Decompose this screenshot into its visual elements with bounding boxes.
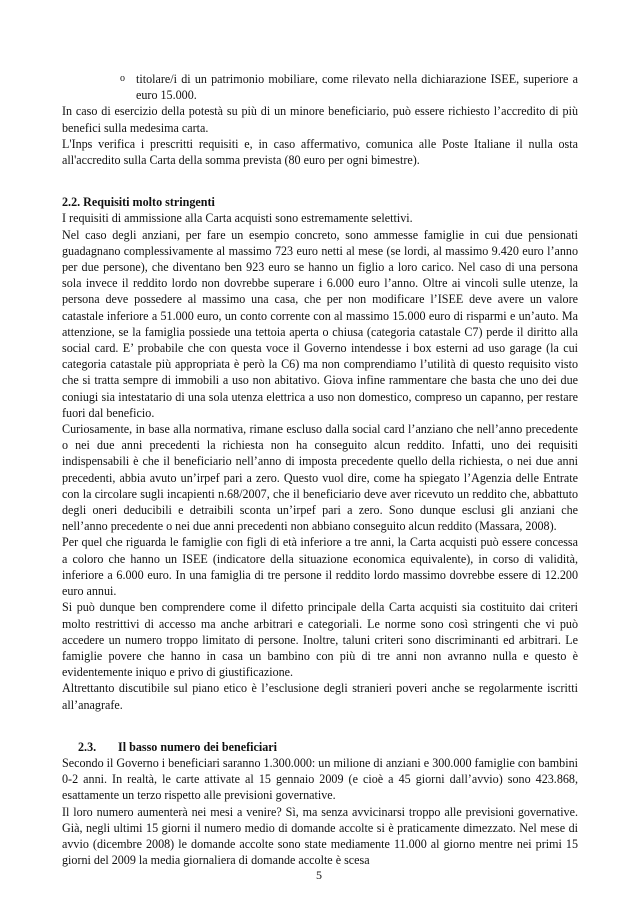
document-page [62,71,578,868]
section-heading: 2.2. Requisiti molto stringenti [62,195,215,210]
paragraph: L'Inps verifica i prescritti requisiti e, in caso affermativo, comunica alle Poste Italiane il nulla osta all'accredito sulla Carta della somma prevista (80 euro per ogni bimestre). [62,136,578,168]
page-number: 5 [316,868,322,882]
paragraph: Nel caso degli anziani, per fare un esempio concreto, sono ammesse famiglie in cui due pensionati guadagnano complessivamente al massimo 723 euro netti al mese (se lordi, al massimo 9.420 euro l’anno per due persone), che diventano ben 923 euro se hanno un figlio a loro carico. Nel caso di una persona sola invece il reddito lordo non dovrebbe superare i 6.000 euro l’anno. Oltre ai vincoli sulle utenze, la persona deve possedere al massimo una casa, che per non modificare l’ISEE deve avere un valore catastale inferiore a 51.000 euro, un conto corrente con al massimo 15.000 euro di risparmi e un’auto. Ma attenzione, se la famiglia possiede una tettoia aperta o chiusa (categoria catastale C7) perde il diritto alla social card. E’ probabile che con questa voce il Governo intendesse i box esterni ad uso garage (la cui categoria catastale più appropriata è però la C6) ma non comprendiamo l’utilità di questo requisito visto che si tratta sempre di immobili a uso non abitativo. Giova infine rammentare che basta che uno dei due coniugi sia intestatario di una sola utenza elettrica a uso non domestico, compreso un capanno, per restare fuori dal beneficio. [62,227,578,420]
paragraph: Per quel che riguarda le famiglie con figli di età inferiore a tre anni, la Carta acquisti può essere concessa a coloro che hanno un ISEE (indicatore della situazione economica equivalente), in corso di validità, inferiore a 6.000 euro. In una famiglia di tre persone il reddito lordo massimo dovrebbe essere di 12.200 euro annui. [62,535,578,599]
paragraph: Si può dunque ben comprendere come il difetto principale della Carta acquisti sia costituito dai criteri molto restrittivi di accesso ma anche arbitrari e categoriali. Le norme sono così stringenti che vi può accedere un numero troppo limitato di persone. Inoltre, taluni criteri sono discriminanti ed arbitrari. Le famiglie povere che hanno in casa un bambino con più di tre anni non avranno nulla e questo è evidentemente iniquo e privo di giustificazione. [62,600,578,680]
paragraph: Curiosamente, in base alla normativa, rimane escluso dalla social card l’anziano che nell’anno precedente o nei due anni precedenti la richiesta non ha conseguito alcun reddito. Infatti, uno dei requisiti indispensabili è che il beneficiario nell’anno di imposta precedente quello della richiesta, o nei due anni precedenti, abbia avuto un’irpef pari a zero. Questo vuol dire, come ha spiegato l’Agenzia delle Entrate con la circolare sugli incapienti n.68/2007, che il beneficiario deve aver ricevuto un reddito che, abbattuto degli oneri deducibili e detraibili sconta un’irpef pari a zero. Sono dunque esclusi gli anziani che nell’anno precedente o nei due anni precedenti non abbiano conseguito alcun reddito (Massara, 2008). [62,422,578,534]
bullet-item [62,71,578,103]
paragraph: I requisiti di ammissione alla Carta acquisti sono estremamente selettivi. [62,211,413,226]
paragraph: Il loro numero aumenterà nei mesi a venire? Sì, ma senza avvicinarsi troppo alle previsioni governative. Già, negli ultimi 15 giorni il numero medio di domande accolte si è praticamente dimezzato. Nel mese di avvio (dicembre 2008) le domande accolte sono state mediamente 11.000 al giorno mentre nei primi 15 giorni del 2009 la media giornaliera di domande accolte è scesa [62,804,578,868]
paragraph: Secondo il Governo i beneficiari saranno 1.300.000: un milione di anziani e 300.000 famiglie con bambini 0-2 anni. In realtà, le carte attivate al 15 gennaio 2009 (e cioè a 45 giorni dall’avvio) sono 423.868, esattamente un terzo rispetto alle previsioni governative. [62,755,578,803]
paragraph: In caso di esercizio della potestà su più di un minore beneficiario, può essere richiesto l’accredito di più benefici sulla medesima carta. [62,104,578,135]
section-heading [62,739,578,755]
section-title: Il basso numero dei beneficiari [118,739,278,754]
paragraph: Altrettanto discutibile sul piano etico è l’esclusione degli stranieri poveri anche se regolarmente iscritti all’anagrafe. [62,681,578,712]
bullet-text: titolare/i di un patrimonio mobiliare, come rilevato nella dichiarazione ISEE, superiore a euro 15.000. [136,72,578,103]
bullet-marker: o [120,73,125,84]
section-number: 2.3. [78,739,97,754]
